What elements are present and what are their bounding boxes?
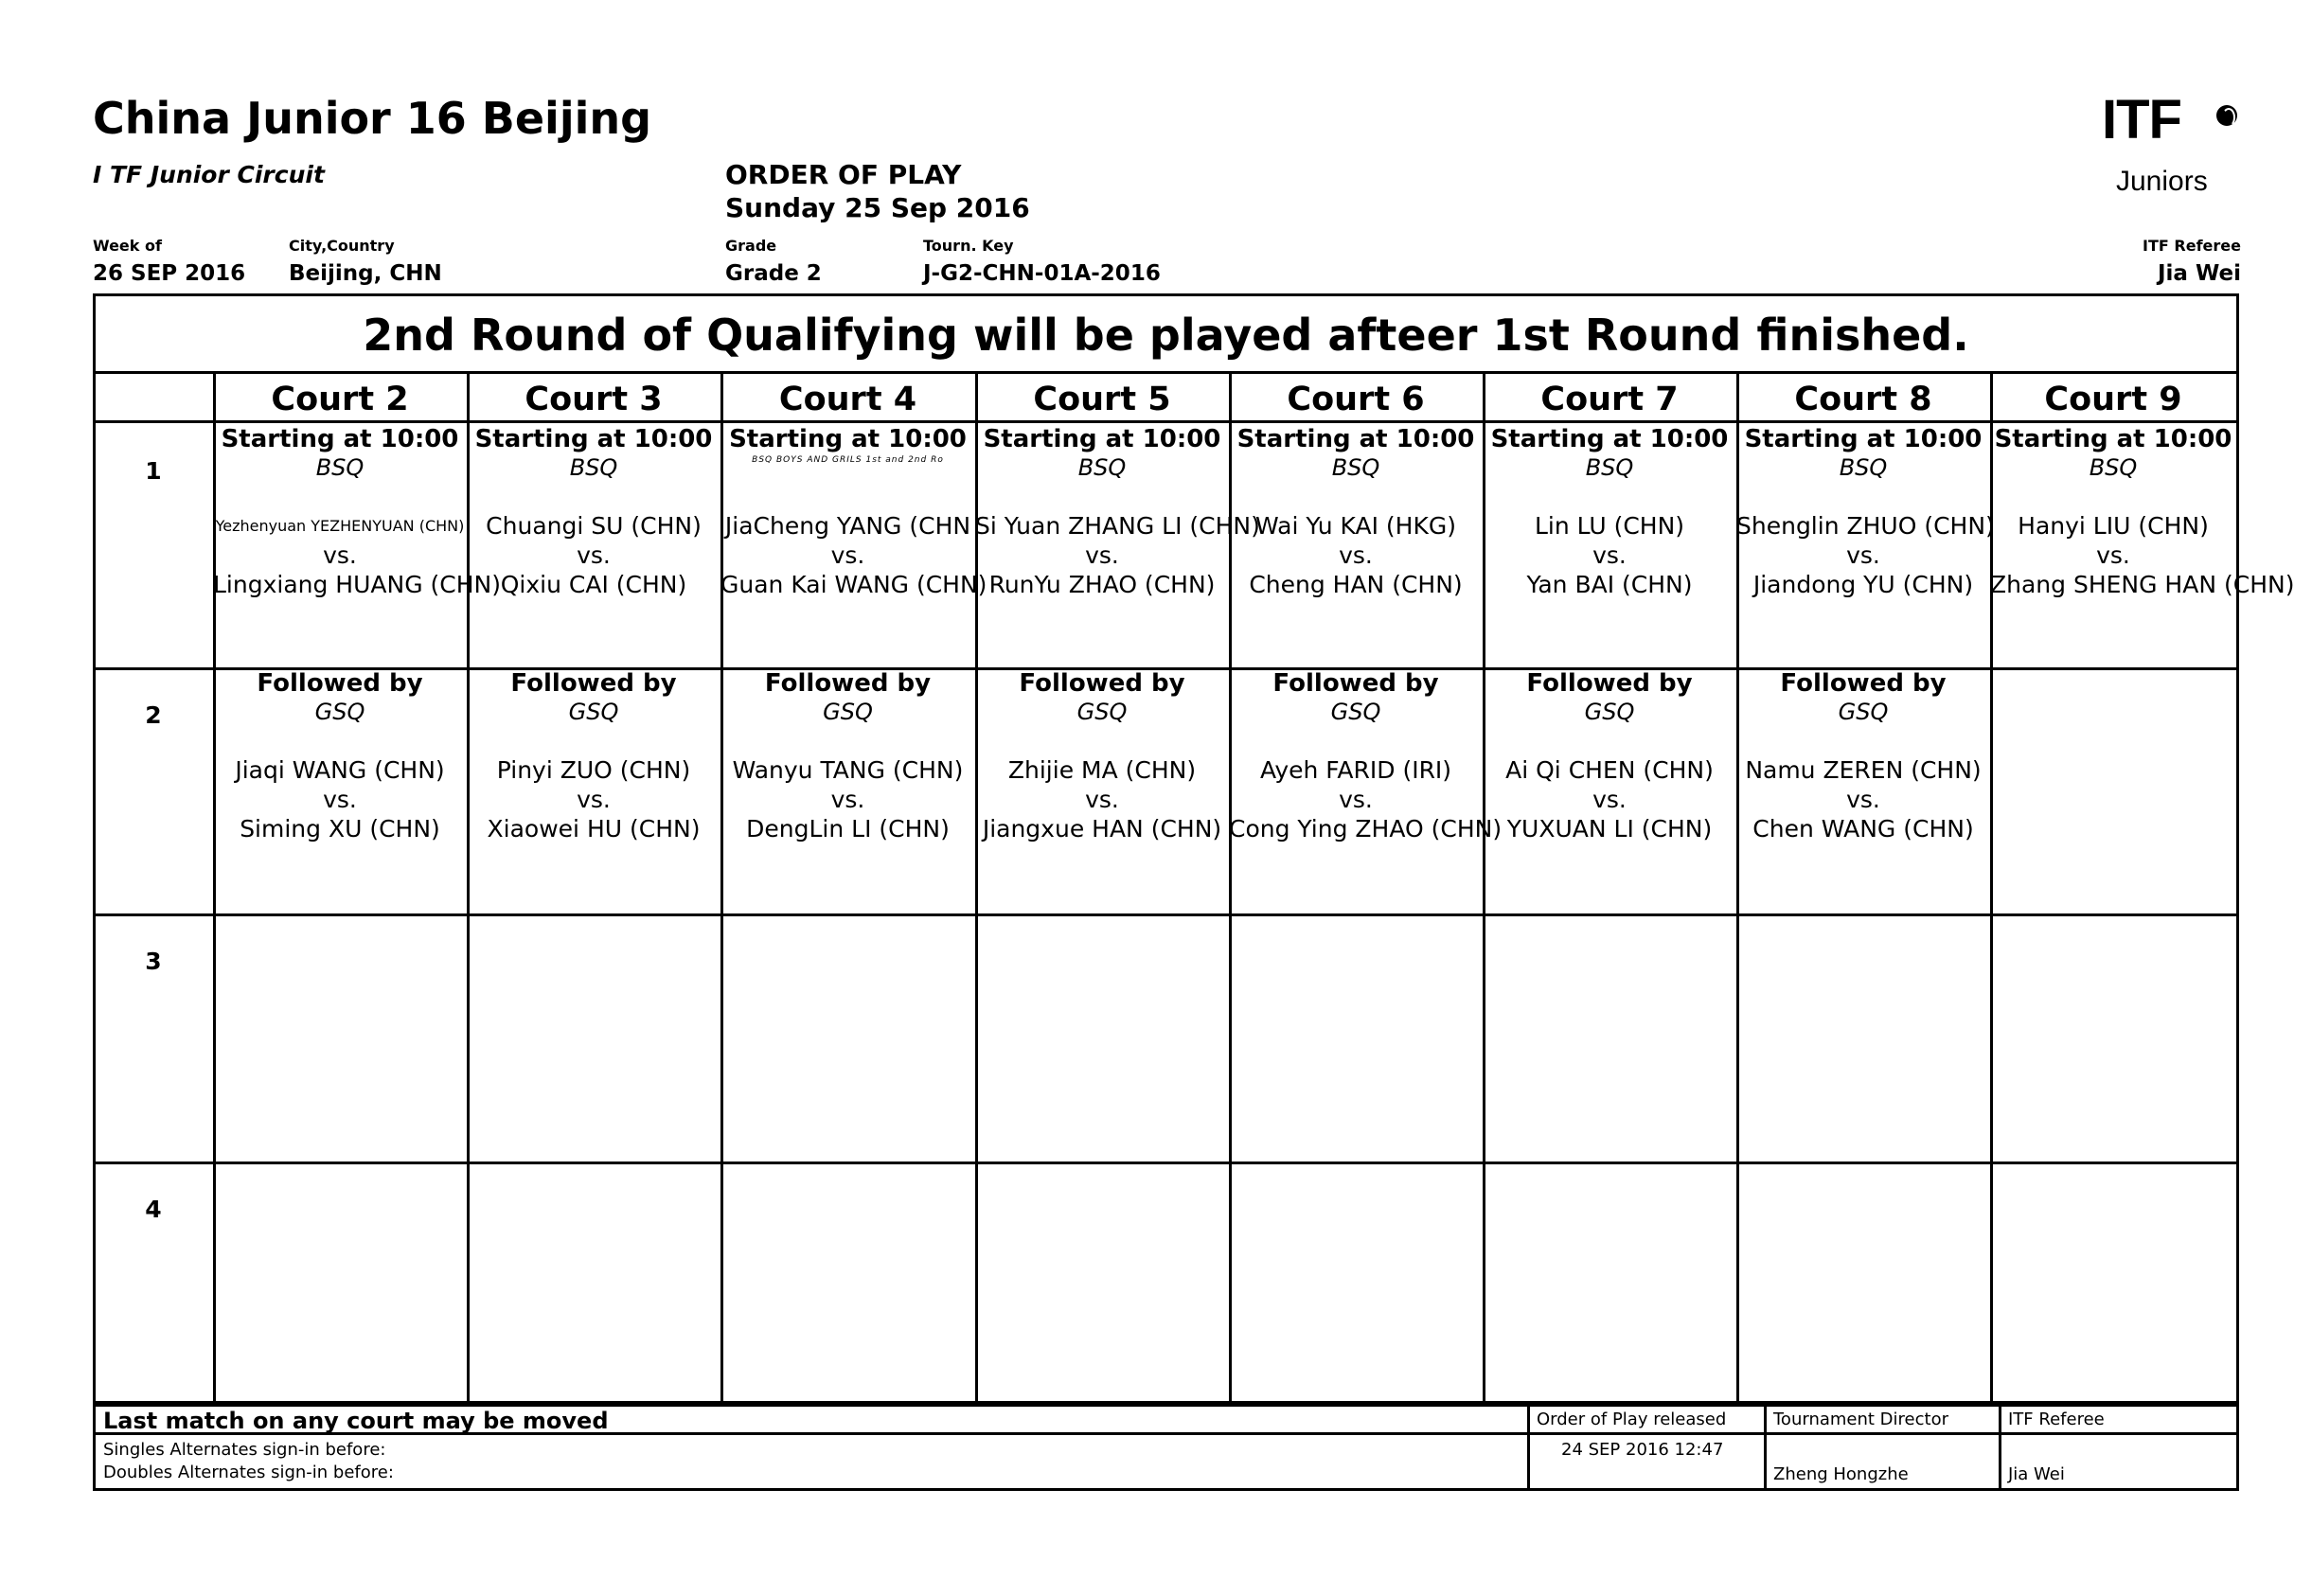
player-one: Pinyi ZUO (CHN) (496, 756, 691, 784)
spacer (1229, 726, 1483, 755)
versus-label: vs. (323, 541, 357, 569)
court-header: Court 7 (1540, 381, 1679, 418)
event-code: BSQ (2089, 454, 2138, 481)
versus-label: vs. (830, 541, 865, 569)
spacer (467, 482, 720, 511)
player-two: Chen WANG (CHN) (1752, 815, 1974, 842)
director-value: Zheng Hongzhe (1773, 1464, 1909, 1484)
spacer (720, 726, 975, 755)
match-cell (1483, 669, 1736, 843)
order-of-play-heading: ORDER OF PLAY (725, 159, 962, 190)
spacer (975, 482, 1229, 511)
spacer (1229, 482, 1483, 511)
player-one: JiaCheng YANG (CHN (724, 512, 971, 540)
spacer (213, 726, 467, 755)
versus-label: vs. (1339, 541, 1373, 569)
player-one: Ai Qi CHEN (CHN) (1505, 756, 1714, 784)
footer-box (93, 1401, 2239, 1491)
event-code: GSQ (823, 699, 873, 725)
spacer (467, 726, 720, 755)
match-start-time: Followed by (1272, 669, 1439, 698)
match-start-time: Starting at 10:00 (983, 425, 1221, 453)
match-cell (1736, 669, 1990, 843)
player-one: Namu ZEREN (CHN) (1745, 756, 1982, 784)
player-two: Qixiu CAI (CHN) (500, 571, 687, 598)
tourn-key-value: J-G2-CHN-01A-2016 (923, 261, 1161, 286)
logo-text: ITF (2102, 89, 2181, 151)
match-start-time: Followed by (1526, 669, 1693, 698)
released-value: 24 SEP 2016 12:47 (1561, 1440, 1724, 1460)
match-start-time: Starting at 10:00 (729, 425, 967, 453)
match-cell (1229, 669, 1503, 843)
spacer (1483, 726, 1736, 755)
match-start-time: Starting at 10:00 (1994, 425, 2232, 453)
player-two: Lingxiang HUANG (CHN) (213, 571, 501, 598)
court-header: Court 6 (1287, 381, 1425, 418)
player-two: Cong Ying ZHAO (CHN) (1229, 815, 1503, 842)
announcement-banner: 2nd Round of Qualifying will be played afteer 1st Round finished. (96, 296, 2236, 374)
event-code: GSQ (1584, 699, 1635, 725)
player-one: Hanyi LIU (CHN) (2018, 512, 2209, 540)
versus-label: vs. (1592, 786, 1627, 813)
court-header: Court 5 (1033, 381, 1171, 418)
match-start-time: Followed by (1019, 669, 1185, 698)
spacer (1736, 482, 1990, 511)
player-one: Shenglin ZHUO (CHN) (1736, 512, 1995, 540)
player-two: Cheng HAN (CHN) (1249, 571, 1463, 598)
footer-divider (1764, 1404, 1767, 1488)
referee-value: Jia Wei (2157, 261, 2241, 286)
match-start-time: Followed by (257, 669, 423, 698)
match-start-time: Followed by (764, 669, 932, 698)
versus-label: vs. (1085, 786, 1119, 813)
event-code: GSQ (568, 699, 619, 725)
footer-referee-value: Jia Wei (2008, 1464, 2065, 1484)
logo-subtext: Juniors (2116, 166, 2208, 197)
match-start-time: Followed by (510, 669, 677, 698)
versus-label: vs. (2096, 541, 2130, 569)
event-code: GSQ (314, 699, 365, 725)
match-cell (1483, 425, 1736, 599)
event-code: BSQ (1839, 454, 1888, 481)
player-two: Xiaowei HU (CHN) (487, 815, 701, 842)
row-number: 4 (145, 1196, 162, 1223)
grade-label: Grade (725, 237, 777, 255)
last-match-note: Last match on any court may be moved (103, 1408, 609, 1434)
row-number: 2 (145, 701, 162, 729)
versus-label: vs. (577, 786, 611, 813)
spacer (1483, 482, 1736, 511)
week-of-label: Week of (93, 237, 162, 255)
event-code: GSQ (1330, 699, 1381, 725)
spacer (1736, 726, 1990, 755)
match-start-time: Starting at 10:00 (1744, 425, 1983, 453)
player-one: Ayeh FARID (IRI) (1259, 756, 1452, 784)
court-header: Court 9 (2044, 381, 2182, 418)
spacer (213, 482, 467, 511)
match-cell (1736, 425, 1995, 599)
match-start-time: Starting at 10:00 (1236, 425, 1475, 453)
footer-divider (1527, 1404, 1530, 1488)
singles-signin: Singles Alternates sign-in before: (103, 1440, 386, 1460)
versus-label: vs. (830, 786, 865, 813)
match-cell (975, 425, 1260, 599)
court-header: Court 8 (1794, 381, 1932, 418)
play-date: Sunday 25 Sep 2016 (725, 192, 1030, 223)
event-code: BSQ (1331, 454, 1380, 481)
match-cell (720, 425, 987, 599)
player-two: Siming XU (CHN) (240, 815, 440, 842)
match-cell (467, 425, 720, 599)
tournament-title: China Junior 16 Beijing (93, 93, 652, 144)
match-cell (975, 669, 1229, 843)
spacer (1990, 482, 2236, 511)
match-cell (720, 669, 975, 843)
player-one: Wanyu TANG (CHN) (732, 756, 964, 784)
court-header: Court 4 (778, 381, 917, 418)
footer-divider (1999, 1404, 2001, 1488)
match-cell (1229, 425, 1483, 599)
itf-juniors-logo (2088, 90, 2249, 204)
versus-label: vs. (577, 541, 611, 569)
player-two: DengLin LI (CHN) (746, 815, 950, 842)
versus-label: vs. (1846, 541, 1880, 569)
event-code: GSQ (1076, 699, 1128, 725)
player-two: RunYu ZHAO (CHN) (988, 571, 1216, 598)
city-value: Beijing, CHN (289, 261, 442, 286)
grid-row-line (96, 1162, 2236, 1164)
player-one: Yezhenyuan YEZHENYUAN (CHN) (215, 517, 465, 535)
tourn-key-label: Tourn. Key (923, 237, 1014, 255)
grade-value: Grade 2 (725, 261, 822, 286)
court-header: Court 3 (525, 381, 663, 418)
player-one: Chuangi SU (CHN) (486, 512, 702, 540)
player-two: Yan BAI (CHN) (1526, 571, 1693, 598)
match-start-time: Starting at 10:00 (1490, 425, 1729, 453)
event-code: BSQ (315, 454, 365, 481)
match-start-time: Starting at 10:00 (474, 425, 713, 453)
event-code: BSQ (569, 454, 618, 481)
row-number: 1 (145, 457, 162, 485)
grid-row-line (96, 913, 2236, 916)
event-code: BSQ (1585, 454, 1634, 481)
court-header: Court 2 (271, 381, 409, 418)
player-one: Wai Yu KAI (HKG) (1255, 512, 1456, 540)
versus-label: vs. (1846, 786, 1880, 813)
player-two: YUXUAN LI (CHN) (1506, 815, 1713, 842)
spacer (975, 726, 1229, 755)
released-label: Order of Play released (1537, 1410, 1727, 1429)
event-code: BSQ (1077, 454, 1127, 481)
player-one: Zhijie MA (CHN) (1007, 756, 1197, 784)
match-cell (467, 669, 720, 843)
match-cell (213, 669, 467, 843)
circuit-name: I TF Junior Circuit (93, 161, 325, 188)
match-start-time: Starting at 10:00 (221, 425, 459, 453)
event-code: GSQ (1838, 699, 1889, 725)
versus-label: vs. (1339, 786, 1373, 813)
player-one: Lin LU (CHN) (1534, 512, 1685, 540)
footer-referee-label: ITF Referee (2008, 1410, 2105, 1429)
match-cell (1990, 425, 2295, 599)
versus-label: vs. (1085, 541, 1119, 569)
player-two: Jiandong YU (CHN) (1752, 571, 1974, 598)
player-two: Guan Kai WANG (CHN) (720, 571, 987, 598)
versus-label: vs. (323, 786, 357, 813)
player-one: Si Yuan ZHANG LI (CHN) (975, 512, 1260, 540)
referee-label: ITF Referee (2143, 237, 2241, 255)
row-number: 3 (145, 948, 162, 975)
order-of-play-grid (93, 293, 2295, 1491)
match-start-time: Followed by (1780, 669, 1947, 698)
tennis-ball-icon (2216, 105, 2237, 126)
player-two: Jiangxue HAN (CHN) (982, 815, 1222, 842)
director-label: Tournament Director (1773, 1410, 1948, 1429)
player-two: Zhang SHENG HAN (CHN) (1990, 571, 2295, 598)
spacer (720, 482, 975, 511)
week-of-value: 26 SEP 2016 (93, 261, 246, 286)
doubles-signin: Doubles Alternates sign-in before: (103, 1463, 394, 1482)
versus-label: vs. (1592, 541, 1627, 569)
city-label: City,Country (289, 237, 395, 255)
event-code: BSQ BOYS AND GRILS 1st and 2nd Ro (752, 455, 944, 465)
match-cell (213, 425, 501, 599)
player-one: Jiaqi WANG (CHN) (235, 756, 445, 784)
